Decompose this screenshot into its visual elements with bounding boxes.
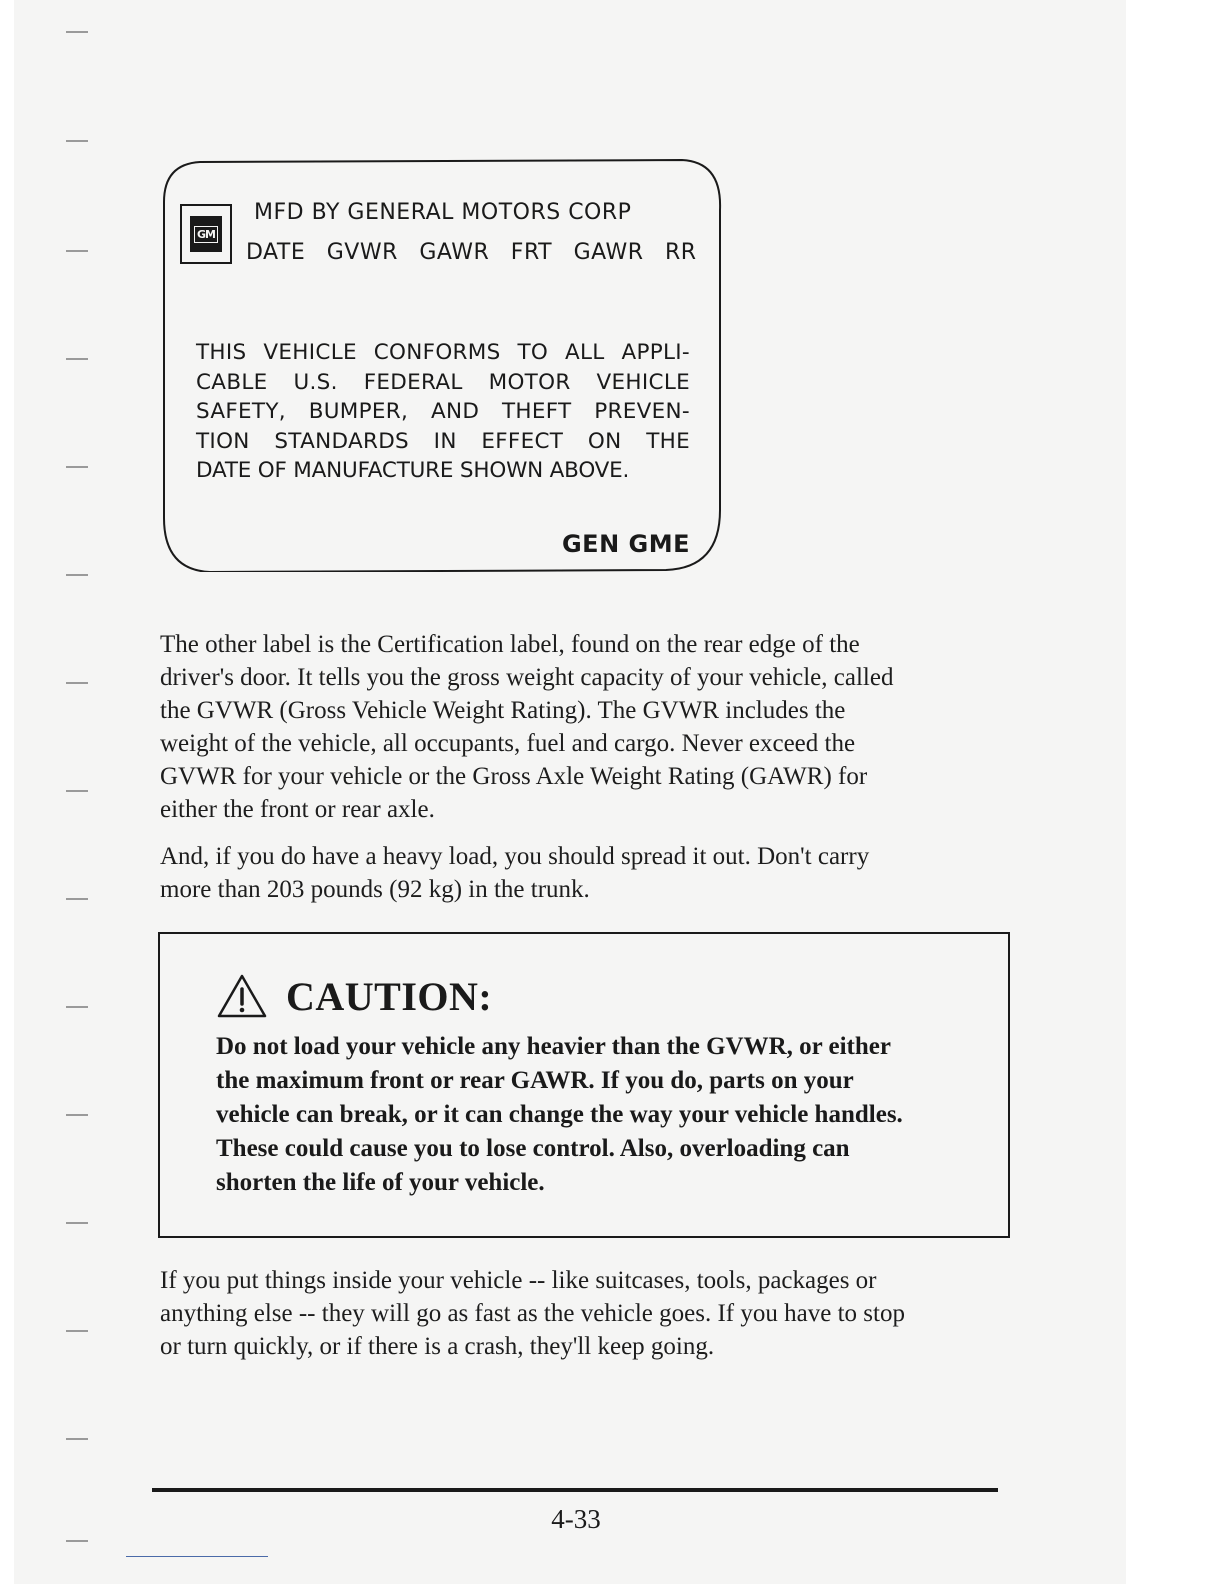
paragraph-heavy-load — [160, 840, 1000, 906]
caution-text — [216, 1030, 976, 1200]
mfd-line: MFD BY GENERAL MOTORS CORP — [254, 200, 632, 225]
caution-header — [216, 972, 492, 1020]
right-margin — [1126, 0, 1224, 1584]
certification-label-illustration — [160, 158, 722, 572]
text-line: anything else -- they will go as fast as the vehicle goes. If you have to stop — [160, 1300, 905, 1327]
margin-tick — [66, 1222, 88, 1224]
margin-tick — [66, 1114, 88, 1116]
caution-line: These could cause you to lose control. Also, overloading can — [216, 1135, 850, 1162]
text-line: the GVWR (Gross Vehicle Weight Rating). The GVWR includes the — [160, 697, 846, 724]
caution-line: Do not load your vehicle any heavier than the GVWR, or either — [216, 1033, 891, 1060]
margin-tick — [66, 31, 88, 33]
text-line: either the front or rear axle. — [160, 796, 435, 823]
margin-tick — [66, 1006, 88, 1008]
footer-rule — [152, 1488, 998, 1492]
margin-tick — [66, 250, 88, 252]
text-line: The other label is the Certification label, found on the rear edge of the — [160, 631, 860, 658]
page-number: 4-33 — [551, 1504, 601, 1534]
label-code: GEN GME — [561, 530, 690, 558]
field-gawr-frt: GAWR FRT — [419, 240, 553, 265]
text-line: weight of the vehicle, all occupants, fuel and cargo. Never exceed the — [160, 730, 856, 757]
margin-tick — [66, 682, 88, 684]
conformity-line: THIS VEHICLE CONFORMS TO ALL APPLI- — [196, 340, 690, 365]
caution-line: shorten the life of your vehicle. — [216, 1169, 545, 1196]
margin-tick — [66, 1330, 88, 1332]
gm-logo-icon — [180, 204, 232, 264]
corner-rule — [126, 1556, 268, 1557]
conformity-line: TION STANDARDS IN EFFECT ON THE — [196, 428, 690, 454]
caution-line: the maximum front or rear GAWR. If you do, parts on your — [216, 1067, 854, 1094]
caution-title: CAUTION: — [286, 973, 493, 1019]
field-date: DATE — [246, 240, 306, 265]
margin-tick — [66, 466, 88, 468]
caution-box — [158, 932, 1010, 1238]
margin-tick — [66, 140, 88, 142]
text-line: If you put things inside your vehicle -- like suitcases, tools, packages or — [160, 1267, 877, 1294]
field-gawr-rr: GAWR RR — [573, 240, 697, 265]
conformity-statement — [196, 338, 690, 486]
paragraph-certification-label — [160, 628, 1000, 826]
margin-tick — [66, 790, 88, 792]
gm-logo-text: GM — [194, 226, 218, 243]
margin-tick — [66, 358, 88, 360]
conformity-line: DATE OF MANUFACTURE SHOWN ABOVE. — [196, 458, 630, 483]
label-fields — [246, 240, 697, 265]
margin-tick — [66, 1540, 88, 1542]
paragraph-loose-items — [160, 1264, 1000, 1363]
text-line: or turn quickly, or if there is a crash, they'll keep going. — [160, 1333, 715, 1360]
margin-tick — [66, 574, 88, 576]
caution-line: vehicle can break, or it can change the way your vehicle handles. — [216, 1101, 903, 1128]
margin-tick — [66, 898, 88, 900]
field-gvwr: GVWR — [326, 240, 398, 265]
conformity-line: SAFETY, BUMPER, AND THEFT PREVEN- — [196, 399, 690, 424]
margin-tick — [66, 1438, 88, 1440]
warning-triangle-icon — [216, 973, 268, 1019]
conformity-line: CABLE U.S. FEDERAL MOTOR VEHICLE — [196, 369, 690, 395]
text-line: more than 203 pounds (92 kg) in the trunk. — [160, 876, 590, 903]
text-line: GVWR for your vehicle or the Gross Axle Weight Rating (GAWR) for — [160, 763, 868, 790]
text-line: driver's door. It tells you the gross weight capacity of your vehicle, called — [160, 664, 894, 691]
text-line: And, if you do have a heavy load, you should spread it out. Don't carry — [160, 843, 870, 870]
